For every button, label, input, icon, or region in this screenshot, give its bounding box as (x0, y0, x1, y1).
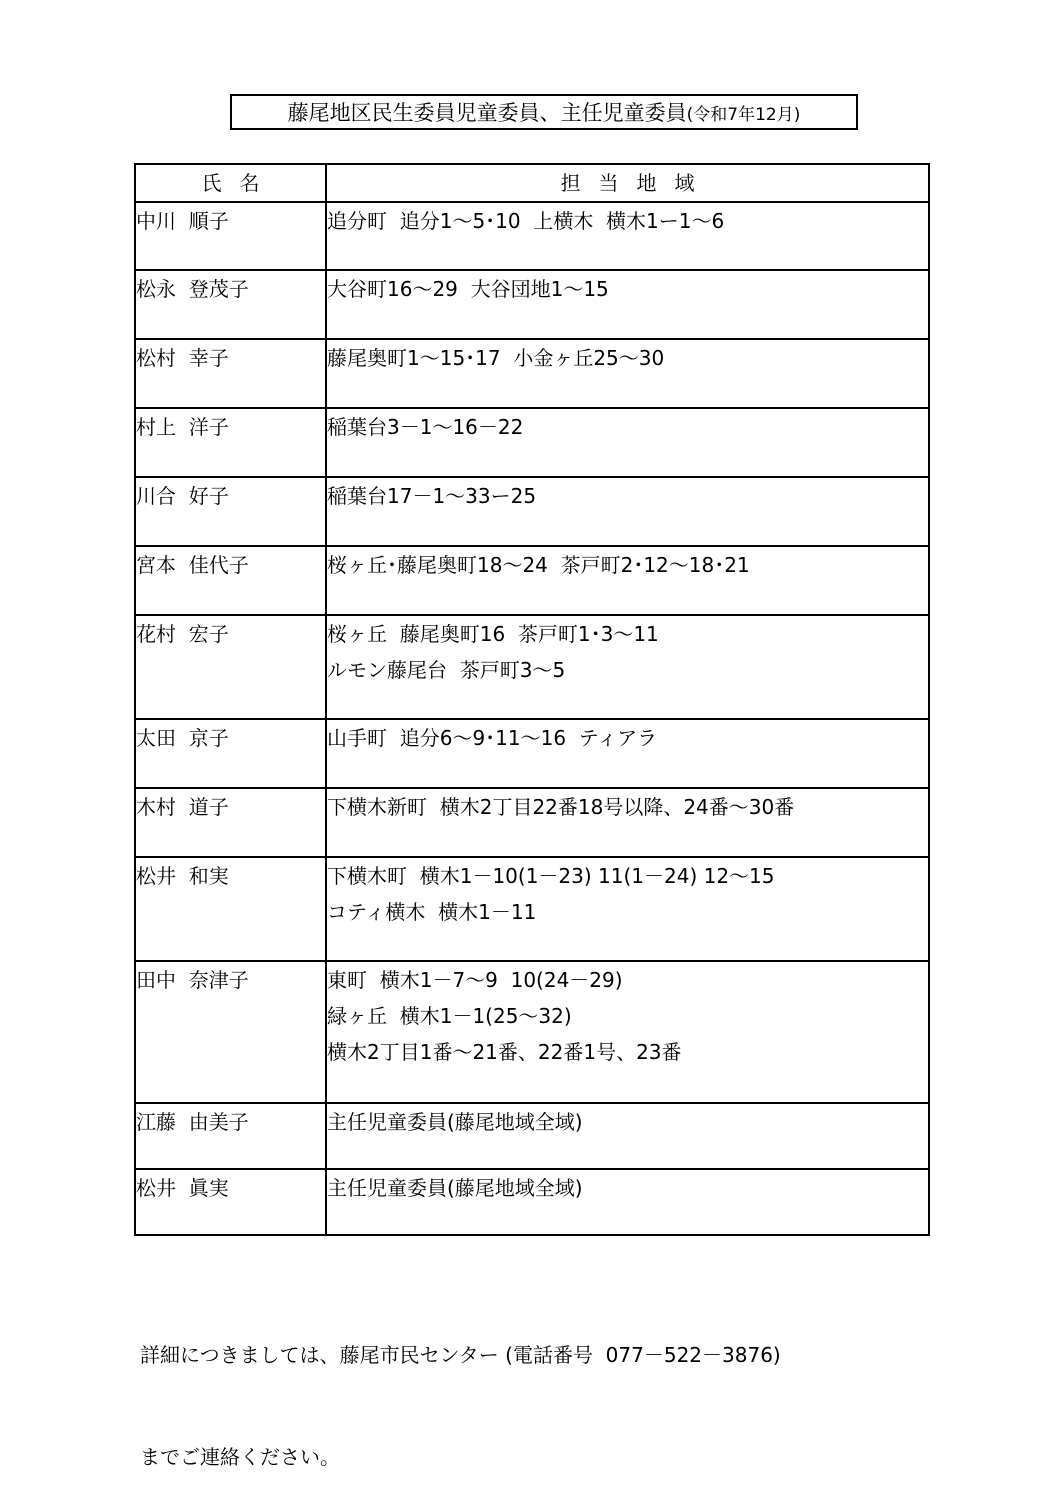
assigned-area-line: 横木2丁目1番～21番、22番1号、23番 (327, 1040, 682, 1064)
member-name: 花村 宏子 (135, 615, 326, 719)
table-row (135, 202, 929, 270)
table-row (135, 408, 929, 477)
assigned-area-line: ルモン藤尾台 茶戸町3～5 (327, 658, 566, 682)
member-name: 中川 順子 (135, 202, 326, 270)
assigned-area-line: 桜ヶ丘･藤尾奥町18～24 茶戸町2･12～18･21 (327, 553, 750, 577)
member-name: 松井 和実 (135, 857, 326, 961)
member-name: 川合 好子 (135, 477, 326, 546)
table-row (135, 857, 929, 961)
table-row (135, 719, 929, 788)
document-title-date: (令和7年12月) (686, 104, 801, 125)
member-name: 太田 京子 (135, 719, 326, 788)
assigned-area-line: 大谷町16～29 大谷団地1～15 (327, 277, 609, 301)
contact-note (140, 1270, 781, 1508)
table-row (135, 1169, 929, 1235)
assigned-area (326, 339, 929, 408)
assigned-area-line: コティ横木 横木1－11 (327, 900, 537, 924)
member-name: 村上 洋子 (135, 408, 326, 477)
assigned-area-line: 緑ヶ丘 横木1－1(25～32) (327, 1004, 572, 1028)
assigned-area-line: 稲葉台3－1～16－22 (327, 415, 524, 439)
assigned-area-line: 桜ヶ丘 藤尾奥町16 茶戸町1･3～11 (327, 622, 659, 646)
assigned-area (326, 719, 929, 788)
member-name: 江藤 由美子 (135, 1103, 326, 1169)
assigned-area (326, 202, 929, 270)
assigned-area-line: 藤尾奥町1～15･17 小金ヶ丘25～30 (327, 346, 665, 370)
assigned-area (326, 1103, 929, 1169)
assigned-area-line: 主任児童委員(藤尾地域全域) (327, 1110, 583, 1134)
member-name: 田中 奈津子 (135, 961, 326, 1103)
member-name: 宮本 佳代子 (135, 546, 326, 615)
table-row (135, 339, 929, 408)
table-header-row (135, 164, 929, 202)
contact-note-line-2: までご連絡ください。 (140, 1445, 340, 1469)
assigned-area-line: 下横木町 横木1－10(1－23) 11(1－24) 12～15 (327, 864, 775, 888)
table-row (135, 615, 929, 719)
member-name: 松井 眞実 (135, 1169, 326, 1235)
table-row (135, 270, 929, 339)
table-row (135, 788, 929, 857)
assigned-area (326, 270, 929, 339)
assigned-area-line: 主任児童委員(藤尾地域全域) (327, 1176, 583, 1200)
assigned-area-line: 下横木新町 横木2丁目22番18号以降、24番～30番 (327, 795, 795, 819)
assigned-area (326, 546, 929, 615)
assigned-area (326, 1169, 929, 1235)
assigned-area (326, 788, 929, 857)
document-title: 藤尾地区民生委員児童委員、主任児童委員 (287, 101, 687, 125)
table-row (135, 1103, 929, 1169)
assigned-area (326, 477, 929, 546)
table-row (135, 961, 929, 1103)
table-row (135, 546, 929, 615)
assigned-area (326, 408, 929, 477)
document-title-box (230, 94, 858, 130)
assigned-area-line: 追分町 追分1～5･10 上横木 横木1ー1～6 (327, 209, 725, 233)
assigned-area (326, 615, 929, 719)
assigned-area-line: 東町 横木1－7～9 10(24－29) (327, 968, 623, 992)
assigned-area (326, 857, 929, 961)
member-name: 木村 道子 (135, 788, 326, 857)
table-row (135, 477, 929, 546)
commissioner-table (134, 163, 930, 1236)
assigned-area (326, 961, 929, 1103)
name-column-header: 氏名 (135, 164, 326, 202)
assigned-area-line: 山手町 追分6～9･11～16 ティアラ (327, 726, 658, 750)
assigned-area-line: 稲葉台17－1～33ー25 (327, 484, 537, 508)
member-name: 松村 幸子 (135, 339, 326, 408)
member-name: 松永 登茂子 (135, 270, 326, 339)
contact-note-line-1: 詳細につきましては、藤尾市民センター (電話番号 077－522－3876) (140, 1343, 781, 1367)
area-column-header: 担当地域 (326, 164, 929, 202)
